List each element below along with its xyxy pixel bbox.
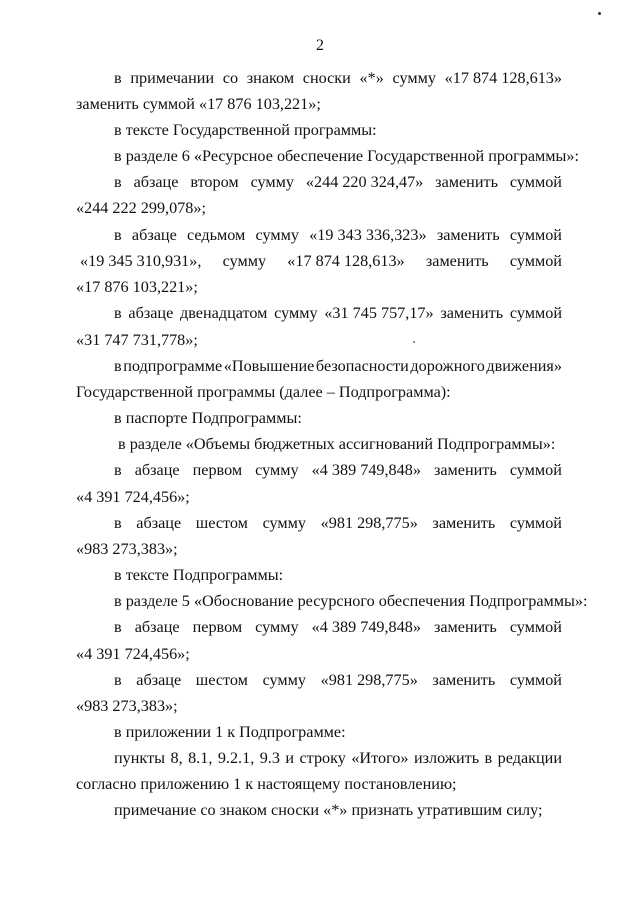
text-line: в абзаце первом сумму «4 389 749,848» заменить суммой: [114, 618, 562, 636]
text-line: пункты 8, 8.1, 9.2.1, 9.3 и строку «Итого» изложить в редакции: [114, 749, 562, 767]
text-line: в примечании со знаком сноски «*» сумму «17 874 128,613»: [114, 69, 562, 87]
page-number: 2: [316, 37, 324, 54]
text-line: в разделе 6 «Ресурсное обеспечение Государственной программы»:: [114, 147, 579, 165]
text-line: в абзаце шестом сумму «981 298,775» заменить суммой: [114, 671, 562, 689]
text-line: в тексте Государственной программы:: [114, 121, 377, 139]
text-line: в абзаце первом сумму «4 389 749,848» заменить суммой: [114, 461, 562, 479]
text-line: в абзаце седьмом сумму «19 343 336,323» заменить суммой: [114, 226, 562, 244]
text-line: Государственной программы (далее – Подпрограмма):: [76, 383, 451, 401]
text-line: в приложении 1 к Подпрограмме:: [114, 723, 346, 741]
text-line: в тексте Подпрограммы:: [114, 566, 284, 584]
text-line: в разделе «Объемы бюджетных ассигнований Подпрограммы»:: [118, 435, 556, 453]
text-line: «244 222 299,078»;: [76, 199, 206, 217]
text-line: в абзаце двенадцатом сумму «31 745 757,17» заменить суммой: [114, 304, 562, 322]
text-line: «19 345 310,931», сумму «17 874 128,613» заменить суммой: [80, 252, 562, 270]
text-line: «983 273,383»;: [76, 540, 178, 558]
text-line: «17 876 103,221»;: [76, 278, 198, 296]
text-line: заменить суммой «17 876 103,221»;: [76, 95, 321, 113]
text-line: в разделе 5 «Обоснование ресурсного обеспечения Подпрограммы»:: [114, 592, 588, 610]
text-line: согласно приложению 1 к настоящему постановлению;: [76, 775, 457, 793]
text-line: в абзаце втором сумму «244 220 324,47» заменить суммой: [114, 173, 562, 191]
text-line: в подпрограмме «Повышение безопасности дорожного движения»: [114, 357, 562, 375]
scan-speck: [598, 12, 601, 15]
text-line: «4 391 724,456»;: [76, 488, 190, 506]
text-line: в абзаце шестом сумму «981 298,775» заменить суммой: [114, 514, 562, 532]
text-line: примечание со знаком сноски «*» признать утратившим силу;: [114, 801, 543, 819]
text-line: «4 391 724,456»;: [76, 645, 190, 663]
text-line: в паспорте Подпрограммы:: [114, 409, 302, 427]
text-line: «31 747 731,778»;: [76, 331, 198, 349]
text-line: «983 273,383»;: [76, 697, 178, 715]
